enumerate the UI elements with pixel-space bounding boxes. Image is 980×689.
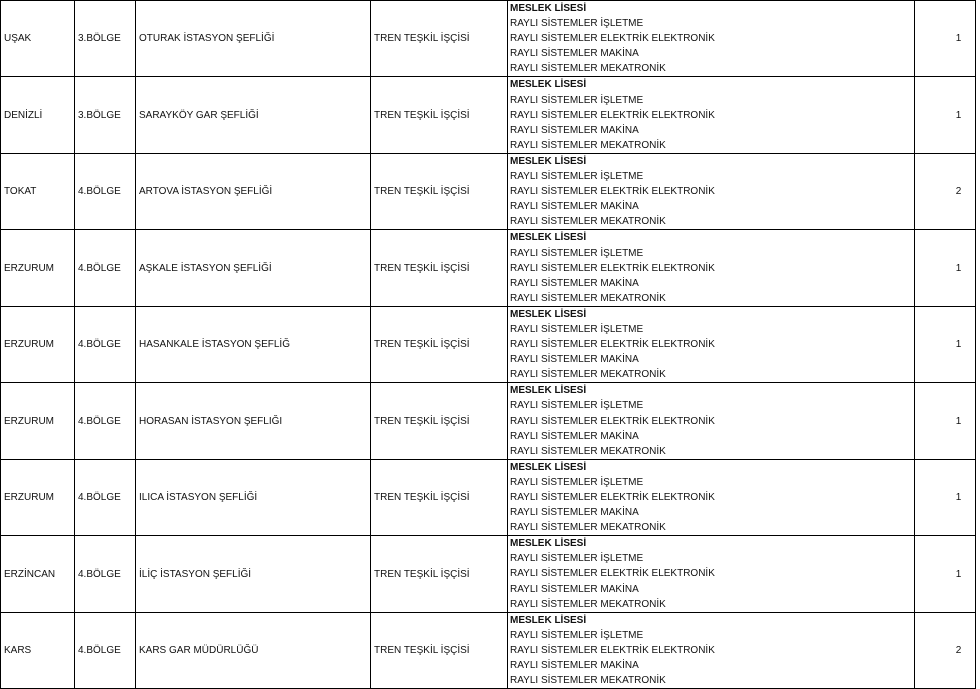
count-cell: 1 xyxy=(915,1,976,77)
job-title-cell: TREN TEŞKİL İŞÇİSİ xyxy=(371,153,508,229)
region-cell: 3.BÖLGE xyxy=(75,77,136,153)
city-cell: KARS xyxy=(1,612,75,688)
job-title-cell: TREN TEŞKİL İŞÇİSİ xyxy=(371,77,508,153)
education-program: RAYLI SİSTEMLER MAKİNA xyxy=(510,48,639,60)
unit-cell: OTURAK İSTASYON ŞEFLİĞİ xyxy=(136,1,371,77)
education-program: RAYLI SİSTEMLER İŞLETME xyxy=(510,400,644,412)
education-title: MESLEK LİSESİ xyxy=(510,538,587,550)
region-cell: 4.BÖLGE xyxy=(75,230,136,306)
education-program: RAYLI SİSTEMLER MEKATRONİK xyxy=(510,522,666,534)
unit-cell: KARS GAR MÜDÜRLÜĞÜ xyxy=(136,612,371,688)
unit-cell: İLİÇ İSTASYON ŞEFLİĞİ xyxy=(136,536,371,612)
unit-cell: ARTOVA İSTASYON ŞEFLİĞİ xyxy=(136,153,371,229)
education-program: RAYLI SİSTEMLER MAKİNA xyxy=(510,430,639,442)
education-program: RAYLI SİSTEMLER İŞLETME xyxy=(510,18,644,30)
table-row xyxy=(1,536,976,612)
education-title: MESLEK LİSESİ xyxy=(510,79,587,91)
table-row xyxy=(1,1,976,77)
education-cell xyxy=(508,306,915,382)
region-cell: 4.BÖLGE xyxy=(75,306,136,382)
education-program: RAYLI SİSTEMLER MEKATRONİK xyxy=(510,216,666,228)
education-program: RAYLI SİSTEMLER ELEKTRİK ELEKTRONİK xyxy=(510,644,715,656)
city-cell: TOKAT xyxy=(1,153,75,229)
table-row xyxy=(1,612,976,688)
region-cell: 4.BÖLGE xyxy=(75,383,136,459)
region-cell: 4.BÖLGE xyxy=(75,536,136,612)
unit-cell: SARAYKÖY GAR ŞEFLİĞİ xyxy=(136,77,371,153)
education-title: MESLEK LİSESİ xyxy=(510,155,587,167)
table-row xyxy=(1,306,976,382)
count-cell: 1 xyxy=(915,459,976,535)
city-cell: ERZURUM xyxy=(1,306,75,382)
education-cell xyxy=(508,230,915,306)
education-program: RAYLI SİSTEMLER İŞLETME xyxy=(510,171,644,183)
region-cell: 4.BÖLGE xyxy=(75,612,136,688)
education-program: RAYLI SİSTEMLER ELEKTRİK ELEKTRONİK xyxy=(510,568,715,580)
table-row xyxy=(1,230,976,306)
education-cell xyxy=(508,459,915,535)
education-program: RAYLI SİSTEMLER MAKİNA xyxy=(510,660,639,672)
unit-cell: HASANKALE İSTASYON ŞEFLİĞ xyxy=(136,306,371,382)
city-cell: ERZURUM xyxy=(1,230,75,306)
education-program: RAYLI SİSTEMLER ELEKTRİK ELEKTRONİK xyxy=(510,492,715,503)
count-cell: 2 xyxy=(915,153,976,229)
unit-cell: AŞKALE İSTASYON ŞEFLİĞİ xyxy=(136,230,371,306)
education-cell xyxy=(508,536,915,612)
education-cell xyxy=(508,153,915,229)
education-cell xyxy=(508,77,915,153)
education-program: RAYLI SİSTEMLER MEKATRONİK xyxy=(510,598,666,610)
education-title: MESLEK LİSESİ xyxy=(510,232,587,244)
table-row xyxy=(1,383,976,459)
education-program: RAYLI SİSTEMLER MEKATRONİK xyxy=(510,292,666,304)
education-cell xyxy=(508,383,915,459)
education-program: RAYLI SİSTEMLER ELEKTRİK ELEKTRONİK xyxy=(510,109,715,121)
job-title-cell: TREN TEŞKİL İŞÇİSİ xyxy=(371,612,508,688)
education-program: RAYLI SİSTEMLER İŞLETME xyxy=(510,476,644,488)
education-program: RAYLI SİSTEMLER MAKİNA xyxy=(510,583,639,595)
education-program: RAYLI SİSTEMLER MAKİNA xyxy=(510,507,639,519)
education-program: RAYLI SİSTEMLER MEKATRONİK xyxy=(510,139,666,151)
table-row xyxy=(1,153,976,229)
region-cell: 4.BÖLGE xyxy=(75,459,136,535)
education-program: RAYLI SİSTEMLER MEKATRONİK xyxy=(510,675,666,687)
region-cell: 4.BÖLGE xyxy=(75,153,136,229)
education-program: RAYLI SİSTEMLER İŞLETME xyxy=(510,247,644,259)
city-cell: UŞAK xyxy=(1,1,75,77)
region-cell: 3.BÖLGE xyxy=(75,1,136,77)
education-program: RAYLI SİSTEMLER İŞLETME xyxy=(510,94,644,106)
education-title: MESLEK LİSESİ xyxy=(510,614,587,626)
table-row xyxy=(1,459,976,535)
count-cell: 2 xyxy=(915,612,976,688)
education-program: RAYLI SİSTEMLER MEKATRONİK xyxy=(510,445,666,457)
education-program: RAYLI SİSTEMLER MEKATRONİK xyxy=(510,63,666,75)
count-cell: 1 xyxy=(915,536,976,612)
education-title: MESLEK LİSESİ xyxy=(510,3,587,14)
education-program: RAYLI SİSTEMLER ELEKTRİK ELEKTRONİK xyxy=(510,415,715,427)
education-program: RAYLI SİSTEMLER İŞLETME xyxy=(510,323,644,335)
education-program: RAYLI SİSTEMLER MAKİNA xyxy=(510,354,639,366)
job-title-cell: TREN TEŞKİL İŞÇİSİ xyxy=(371,1,508,77)
education-program: RAYLI SİSTEMLER MAKİNA xyxy=(510,277,639,289)
education-program: RAYLI SİSTEMLER ELEKTRİK ELEKTRONİK xyxy=(510,339,715,351)
education-program: RAYLI SİSTEMLER MAKİNA xyxy=(510,201,639,213)
table-body xyxy=(1,1,976,689)
city-cell: ERZİNCAN xyxy=(1,536,75,612)
table-row xyxy=(1,77,976,153)
job-title-cell: TREN TEŞKİL İŞÇİSİ xyxy=(371,383,508,459)
education-program: RAYLI SİSTEMLER İŞLETME xyxy=(510,629,644,641)
job-title-cell: TREN TEŞKİL İŞÇİSİ xyxy=(371,306,508,382)
city-cell: DENİZLİ xyxy=(1,77,75,153)
education-title: MESLEK LİSESİ xyxy=(510,308,587,320)
unit-cell: HORASAN İSTASYON ŞEFLIĞI xyxy=(136,383,371,459)
count-cell: 1 xyxy=(915,230,976,306)
education-title: MESLEK LİSESİ xyxy=(510,385,587,397)
education-program: RAYLI SİSTEMLER ELEKTRİK ELEKTRONİK xyxy=(510,186,715,198)
education-cell xyxy=(508,612,915,688)
education-title: MESLEK LİSESİ xyxy=(510,461,587,473)
city-cell: ERZURUM xyxy=(1,459,75,535)
education-program: RAYLI SİSTEMLER ELEKTRİK ELEKTRONİK xyxy=(510,262,715,274)
city-cell: ERZURUM xyxy=(1,383,75,459)
education-program: RAYLI SİSTEMLER MEKATRONİK xyxy=(510,369,666,381)
education-cell xyxy=(508,1,915,77)
count-cell: 1 xyxy=(915,383,976,459)
unit-cell: ILICA İSTASYON ŞEFLİĞİ xyxy=(136,459,371,535)
education-program: RAYLI SİSTEMLER İŞLETME xyxy=(510,553,644,565)
education-program: RAYLI SİSTEMLER ELEKTRİK ELEKTRONİK xyxy=(510,33,715,45)
job-title-cell: TREN TEŞKİL İŞÇİSİ xyxy=(371,459,508,535)
education-program: RAYLI SİSTEMLER MAKİNA xyxy=(510,124,639,136)
count-cell: 1 xyxy=(915,77,976,153)
count-cell: 1 xyxy=(915,306,976,382)
job-title-cell: TREN TEŞKİL İŞÇİSİ xyxy=(371,536,508,612)
job-title-cell: TREN TEŞKİL İŞÇİSİ xyxy=(371,230,508,306)
